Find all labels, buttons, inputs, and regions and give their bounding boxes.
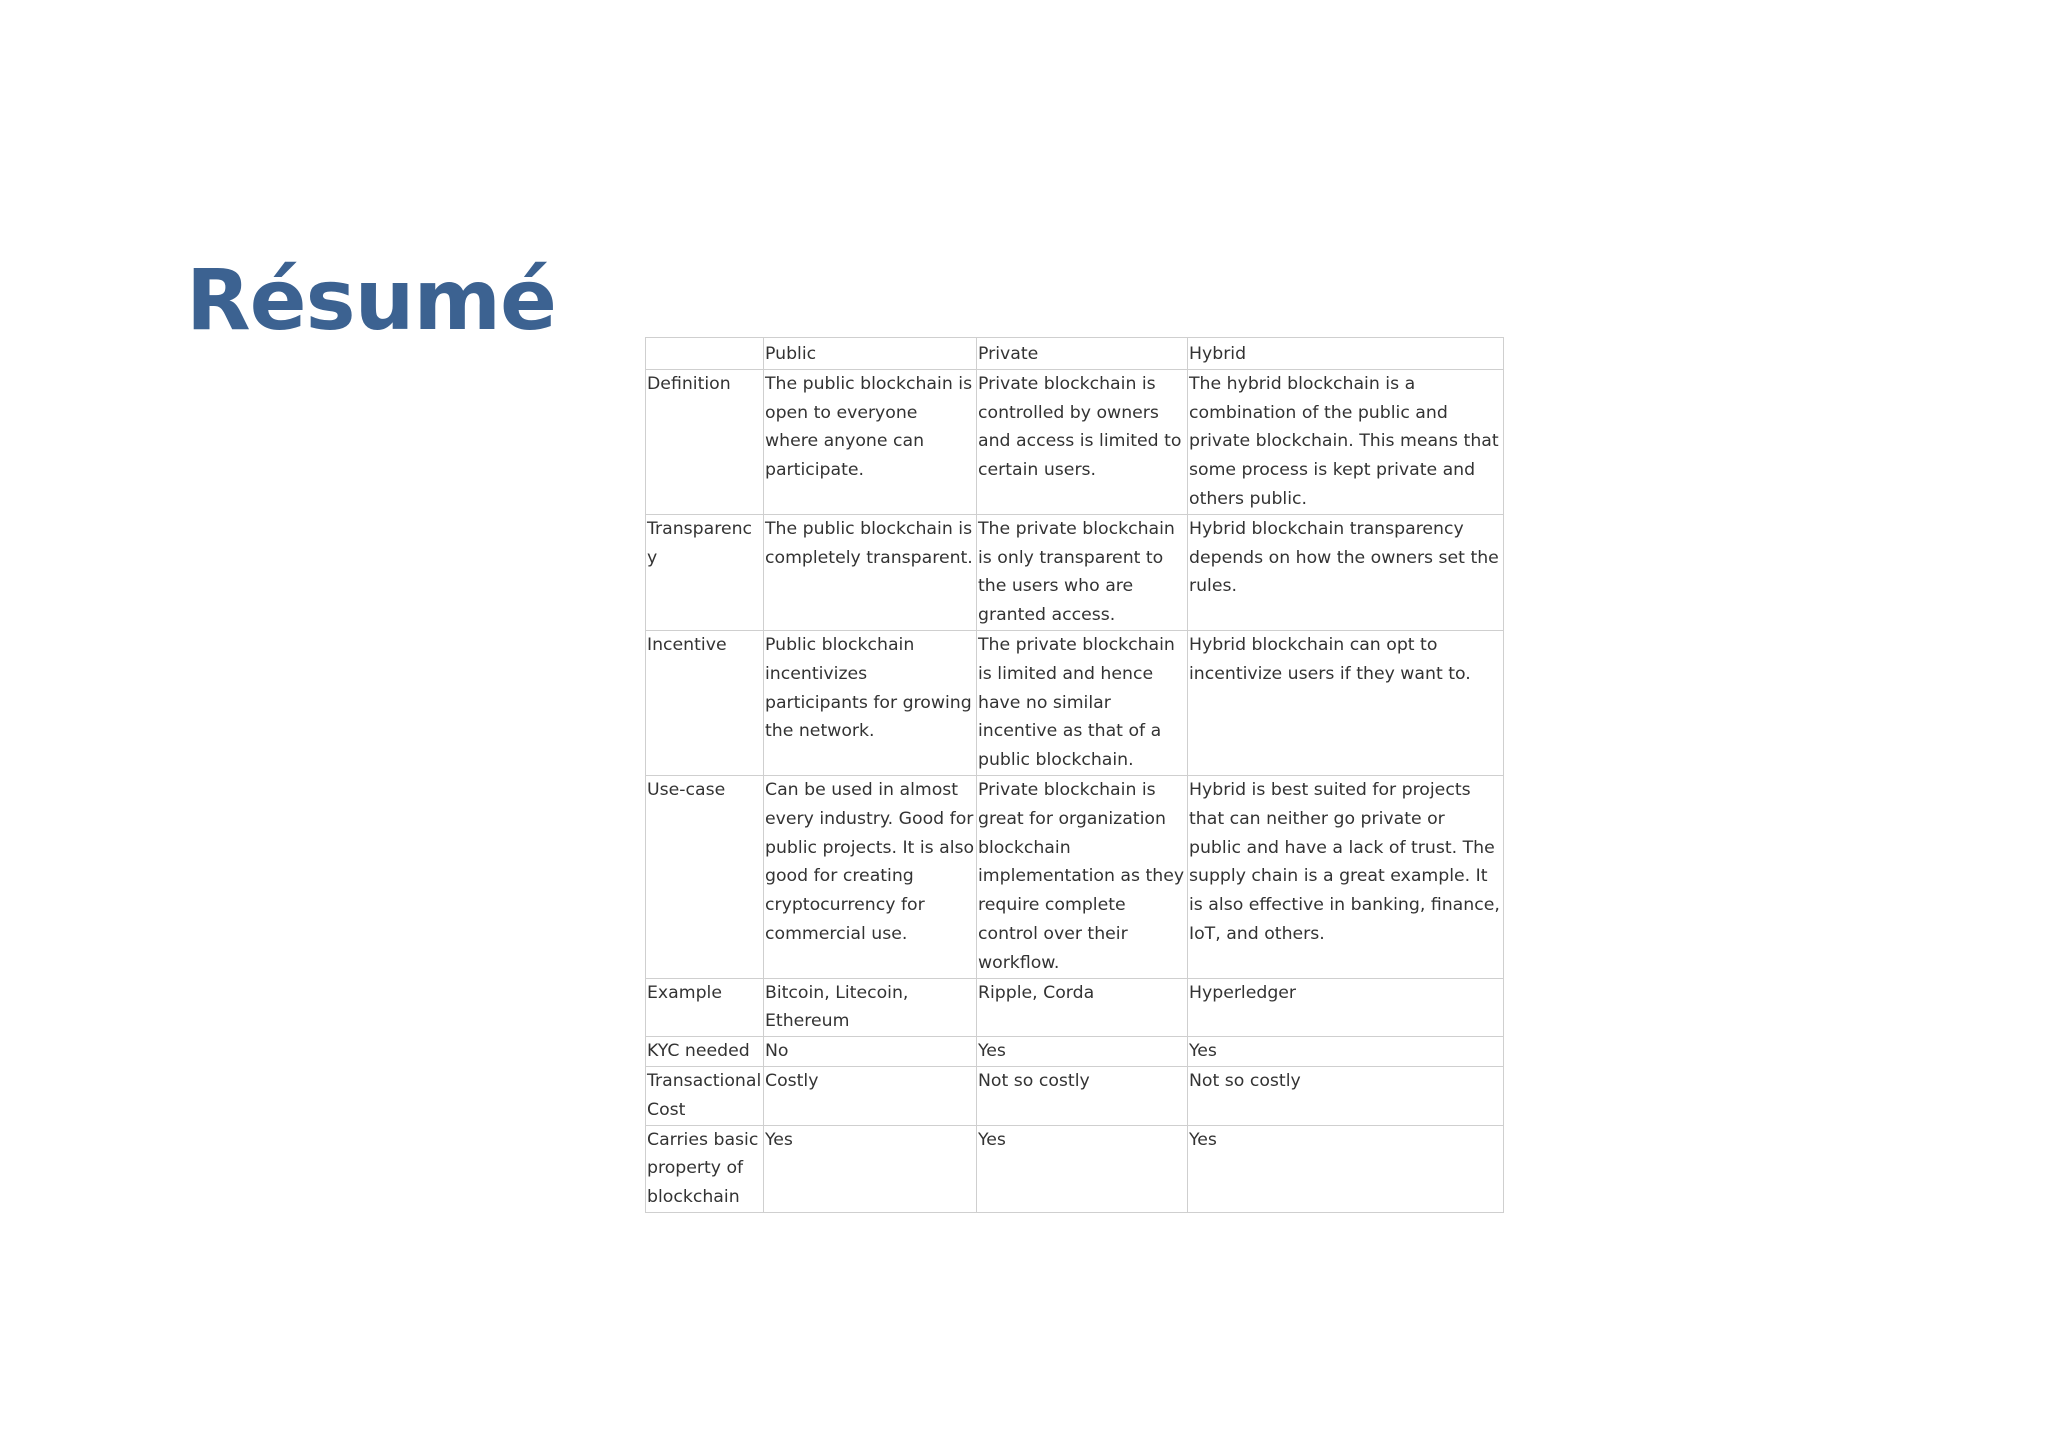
table-row bbox=[646, 775, 1504, 978]
cell-hybrid: Yes bbox=[1188, 1037, 1504, 1067]
row-label: Use-case bbox=[646, 775, 764, 978]
table-row bbox=[646, 514, 1504, 630]
cell-public: Costly bbox=[764, 1066, 977, 1125]
cell-public: Bitcoin, Litecoin, Ethereum bbox=[764, 978, 977, 1037]
header-cell-public: Public bbox=[764, 338, 977, 370]
cell-private: Ripple, Corda bbox=[977, 978, 1188, 1037]
table-row bbox=[646, 978, 1504, 1037]
cell-hybrid: Not so costly bbox=[1188, 1066, 1504, 1125]
table-row bbox=[646, 1125, 1504, 1212]
cell-public: Yes bbox=[764, 1125, 977, 1212]
cell-hybrid: Hybrid is best suited for projects that can neither go private or public and have a lack of trust. The supply chain is a great example. It is also effective in banking, finance, IoT, and others. bbox=[1188, 775, 1504, 978]
cell-hybrid: Yes bbox=[1188, 1125, 1504, 1212]
row-label: Definition bbox=[646, 369, 764, 514]
table-header-row bbox=[646, 338, 1504, 370]
cell-public: Public blockchain incentivizes participants for growing the network. bbox=[764, 630, 977, 775]
cell-hybrid: The hybrid blockchain is a combination of the public and private blockchain. This means that some process is kept private and others public. bbox=[1188, 369, 1504, 514]
table-row bbox=[646, 1066, 1504, 1125]
cell-hybrid: Hybrid blockchain can opt to incentivize users if they want to. bbox=[1188, 630, 1504, 775]
blockchain-comparison-table bbox=[645, 337, 1504, 1213]
header-cell-empty bbox=[646, 338, 764, 370]
row-label: KYC needed bbox=[646, 1037, 764, 1067]
cell-private: The private blockchain is only transparent to the users who are granted access. bbox=[977, 514, 1188, 630]
comparison-table-container bbox=[645, 337, 1504, 1213]
table-row bbox=[646, 1037, 1504, 1067]
cell-private: Private blockchain is controlled by owners and access is limited to certain users. bbox=[977, 369, 1188, 514]
row-label: Transparency bbox=[646, 514, 764, 630]
cell-private: Yes bbox=[977, 1125, 1188, 1212]
row-label: Incentive bbox=[646, 630, 764, 775]
cell-private: Private blockchain is great for organization blockchain implementation as they require complete control over their workflow. bbox=[977, 775, 1188, 978]
cell-public: No bbox=[764, 1037, 977, 1067]
table-row bbox=[646, 369, 1504, 514]
header-cell-hybrid: Hybrid bbox=[1188, 338, 1504, 370]
row-label: Carries basic property of blockchain bbox=[646, 1125, 764, 1212]
cell-public: Can be used in almost every industry. Good for public projects. It is also good for creating cryptocurrency for commercial use. bbox=[764, 775, 977, 978]
cell-public: The public blockchain is completely transparent. bbox=[764, 514, 977, 630]
cell-private: Yes bbox=[977, 1037, 1188, 1067]
table-row bbox=[646, 630, 1504, 775]
row-label: Transactional Cost bbox=[646, 1066, 764, 1125]
cell-private: The private blockchain is limited and hence have no similar incentive as that of a public blockchain. bbox=[977, 630, 1188, 775]
header-cell-private: Private bbox=[977, 338, 1188, 370]
cell-private: Not so costly bbox=[977, 1066, 1188, 1125]
slide-title: Résumé bbox=[186, 251, 556, 349]
cell-public: The public blockchain is open to everyone where anyone can participate. bbox=[764, 369, 977, 514]
row-label: Example bbox=[646, 978, 764, 1037]
cell-hybrid: Hybrid blockchain transparency depends on how the owners set the rules. bbox=[1188, 514, 1504, 630]
cell-hybrid: Hyperledger bbox=[1188, 978, 1504, 1037]
